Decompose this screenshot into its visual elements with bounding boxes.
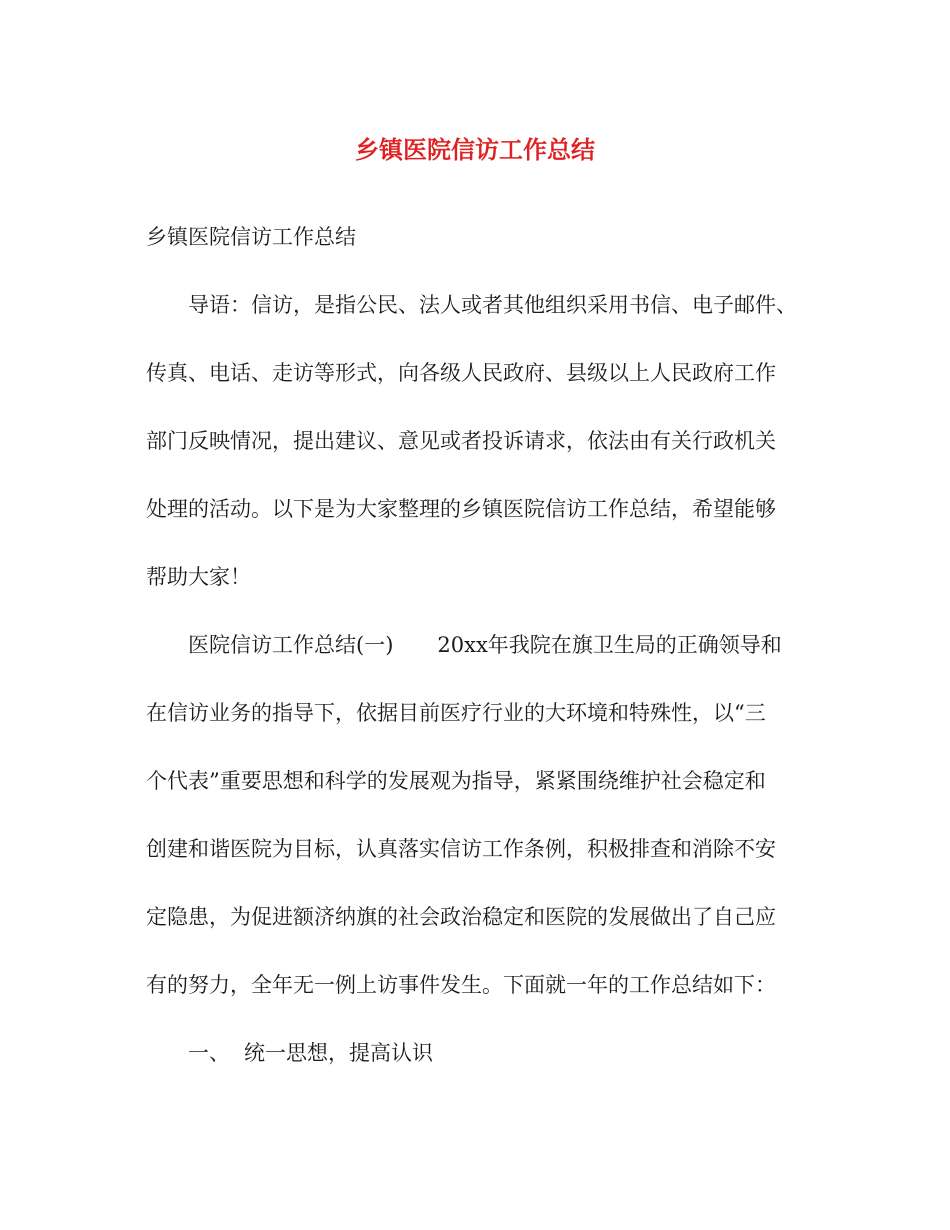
section-first-line [188, 630, 782, 660]
body-line-3: 创建和谐医院为目标，认真落实信访工作条例，积极排查和消除不安 [146, 837, 776, 861]
intro-line-3: 部门反映情况，提出建议、意见或者投诉请求，依法由有关行政机关 [146, 429, 776, 453]
page-title: 乡镇医院信访工作总结 [355, 136, 595, 164]
section-heading [188, 1038, 433, 1068]
document-subtitle: 乡镇医院信访工作总结 [146, 225, 356, 249]
body-line-5: 有的努力，全年无一例上访事件发生。下面就一年的工作总结如下： [146, 973, 776, 997]
heading-number: 一、 [188, 1041, 230, 1065]
intro-line-1: 导语：信访，是指公民、法人或者其他组织采用书信、电子邮件、 [188, 293, 797, 317]
intro-line-2: 传真、电话、走访等形式，向各级人民政府、县级以上人民政府工作 [146, 361, 776, 385]
section-first-text: 20xx年我院在旗卫生局的正确领导和 [437, 633, 782, 657]
heading-text: 统一思想，提高认识 [244, 1041, 433, 1065]
intro-line-4: 处理的活动。以下是为大家整理的乡镇医院信访工作总结，希望能够 [146, 497, 776, 521]
intro-line-5: 帮助大家！ [146, 565, 251, 589]
body-line-2: 个代表”重要思想和科学的发展观为指导，紧紧围绕维护社会稳定和 [146, 769, 766, 793]
body-line-1: 在信访业务的指导下，依据目前医疗行业的大环境和特殊性，以“三 [146, 701, 766, 725]
section-label: 医院信访工作总结(一) [188, 633, 394, 657]
body-line-4: 定隐患，为促进额济纳旗的社会政治稳定和医院的发展做出了自己应 [146, 905, 776, 929]
